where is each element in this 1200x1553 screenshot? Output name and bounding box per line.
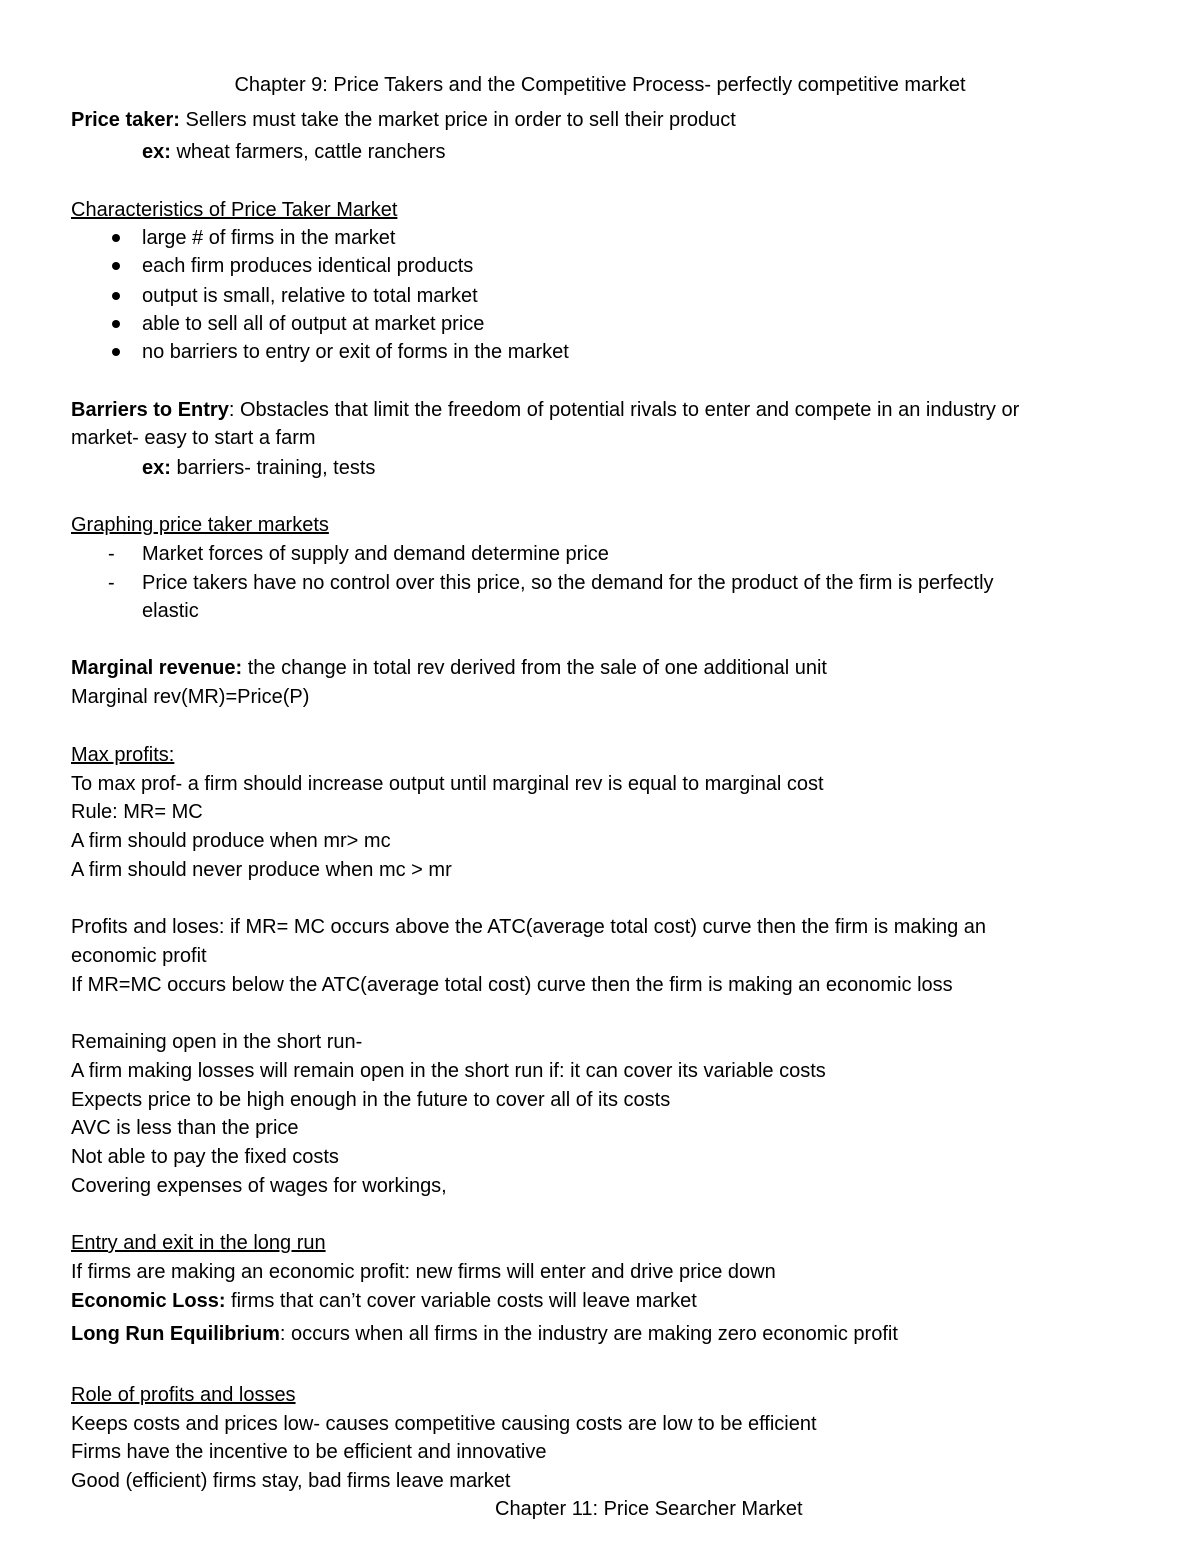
list-item: Market forces of supply and demand determine price — [142, 543, 609, 565]
economic-loss-definition — [71, 1289, 697, 1313]
term: Price taker: — [71, 109, 180, 131]
text-line: If MR=MC occurs below the ATC(average total cost) curve then the firm is making an economic loss — [71, 974, 953, 996]
text-line: Remaining open in the short run- — [71, 1031, 363, 1053]
bullet-icon — [112, 348, 120, 356]
marginal-revenue-formula: Marginal rev(MR)=Price(P) — [71, 686, 310, 708]
definition-text: Sellers must take the market price in order to sell their product — [179, 109, 736, 131]
list-item: Price takers have no control over this price, so the demand for the product of the firm is perfectly — [142, 572, 994, 594]
dash-marker: - — [108, 543, 115, 565]
list-item: no barriers to entry or exit of forms in the market — [142, 341, 569, 363]
section-heading-role: Role of profits and losses — [71, 1384, 296, 1406]
section-heading-max-profits: Max profits: — [71, 744, 175, 766]
page-title: Chapter 9: Price Takers and the Competitive Process- perfectly competitive market — [234, 74, 966, 96]
text-line: Firms have the incentive to be efficient and innovative — [71, 1441, 547, 1463]
example-text: barriers- training, tests — [170, 457, 376, 479]
price-taker-example — [142, 140, 445, 164]
bullet-icon — [112, 292, 120, 300]
term: Economic Loss: — [71, 1290, 226, 1312]
text-line: Covering expenses of wages for workings, — [71, 1175, 447, 1197]
bullet-icon — [112, 320, 120, 328]
section-heading-graphing: Graphing price taker markets — [71, 514, 329, 536]
definition-text: : occurs when all firms in the industry are making zero economic profit — [279, 1323, 898, 1345]
text-line: Keeps costs and prices low- causes competitive causing costs are low to be efficient — [71, 1413, 817, 1435]
barriers-definition-cont: market- easy to start a farm — [71, 427, 316, 449]
list-item: large # of firms in the market — [142, 227, 396, 249]
list-item: each firm produces identical products — [142, 255, 474, 277]
text-line: Rule: MR= MC — [71, 801, 203, 823]
term: Long Run Equilibrium — [71, 1323, 280, 1345]
example-label: ex: — [142, 141, 171, 163]
marginal-revenue-definition — [71, 656, 827, 680]
bullet-icon — [112, 234, 120, 242]
list-item: able to sell all of output at market price — [142, 313, 485, 335]
text-line: Profits and loses: if MR= MC occurs above the ATC(average total cost) curve then the firm is making an — [71, 916, 987, 938]
long-run-equilibrium-definition — [71, 1322, 898, 1346]
text-line: To max prof- a firm should increase output until marginal rev is equal to marginal cost — [71, 773, 824, 795]
barriers-definition — [71, 398, 1019, 422]
definition-text: firms that can’t cover variable costs will leave market — [225, 1290, 697, 1312]
definition-text: the change in total rev derived from the sale of one additional unit — [242, 657, 827, 679]
section-heading-characteristics: Characteristics of Price Taker Market — [71, 199, 398, 221]
list-item: output is small, relative to total market — [142, 285, 478, 307]
term: Marginal revenue: — [71, 657, 243, 679]
text-line: Good (efficient) firms stay, bad firms leave market — [71, 1470, 511, 1492]
next-chapter-title: Chapter 11: Price Searcher Market — [495, 1498, 803, 1520]
text-line: Not able to pay the fixed costs — [71, 1146, 339, 1168]
dash-marker: - — [108, 572, 115, 594]
definition-text: : Obstacles that limit the freedom of potential rivals to enter and compete in an industry or — [228, 399, 1020, 421]
section-heading-long-run: Entry and exit in the long run — [71, 1232, 326, 1254]
list-item-cont: elastic — [142, 600, 199, 622]
text-line: Expects price to be high enough in the future to cover all of its costs — [71, 1089, 671, 1111]
text-line: A firm should produce when mr> mc — [71, 830, 391, 852]
text-line: economic profit — [71, 945, 207, 967]
barriers-example — [142, 456, 375, 480]
term: Barriers to Entry — [71, 399, 229, 421]
text-line: A firm making losses will remain open in the short run if: it can cover its variable costs — [71, 1060, 826, 1082]
text-line: AVC is less than the price — [71, 1117, 299, 1139]
text-line: A firm should never produce when mc > mr — [71, 859, 452, 881]
price-taker-definition — [71, 108, 736, 132]
bullet-icon — [112, 262, 120, 270]
example-text: wheat farmers, cattle ranchers — [170, 141, 446, 163]
text-line: If firms are making an economic profit: new firms will enter and drive price down — [71, 1261, 776, 1283]
example-label: ex: — [142, 457, 171, 479]
